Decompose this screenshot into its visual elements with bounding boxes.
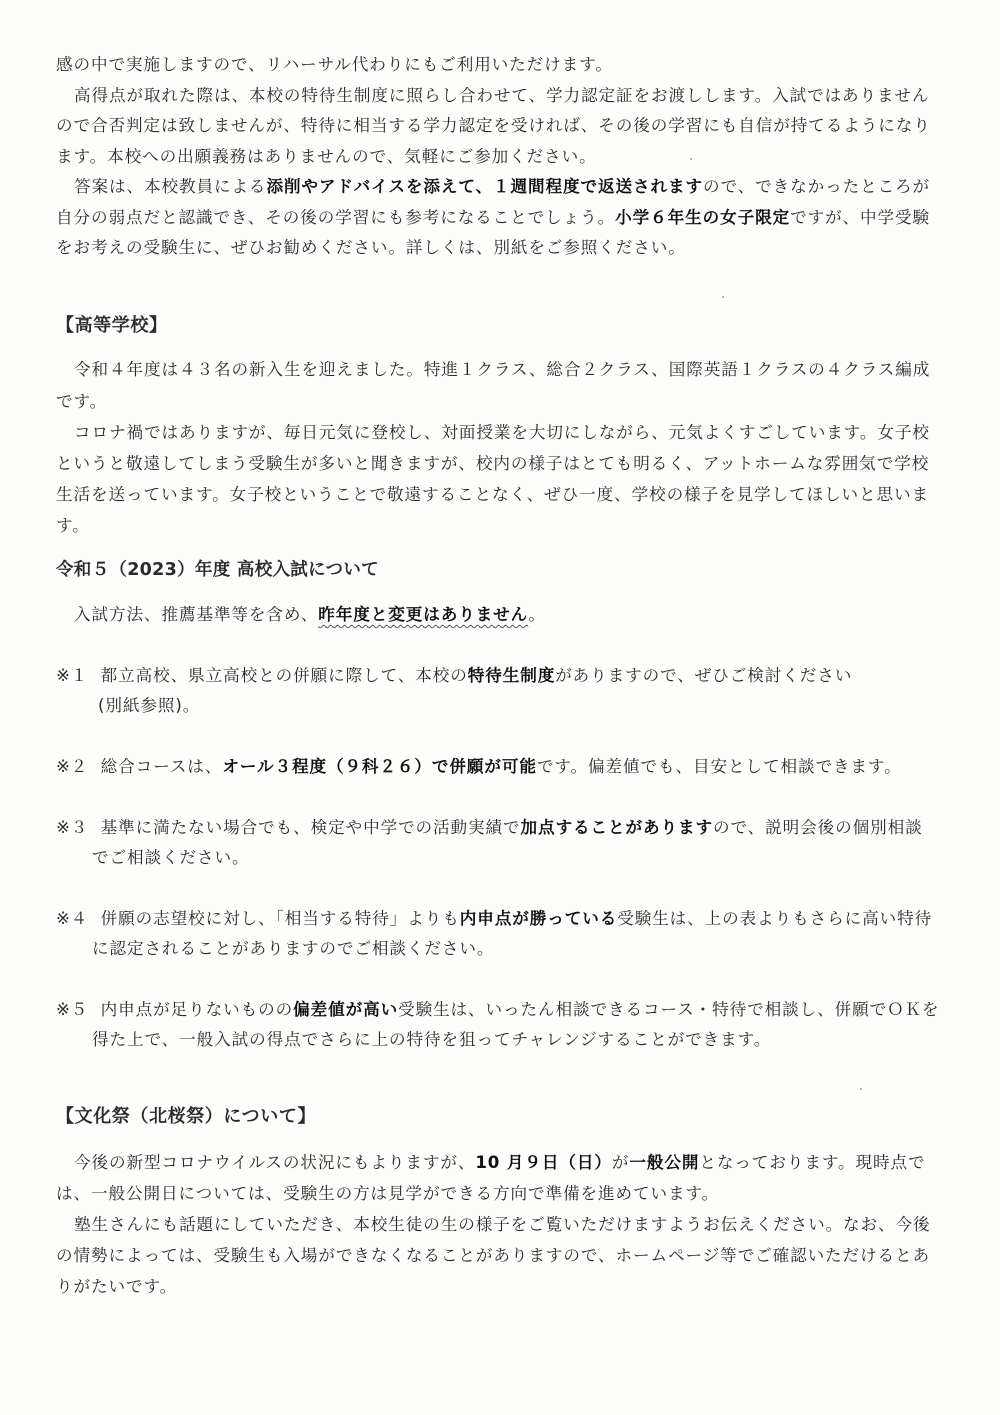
intro-line-5: 答案は、本校教員による添削やアドバイスを添えて、１週間程度で返送されますので、できなかったところが [74,177,931,196]
note-3-line-2: でご相談ください。 [92,848,250,867]
high-school-p2-line-3: 生活を送っています。女子校ということで敬遠することなく、ぜひ一度、学校の様子を見学してほしいと思いま [56,485,930,504]
note-mark: ※２ [56,757,89,776]
entrance-lead: 入試方法、推薦基準等を含め、昨年度と変更はありません。 [74,605,546,624]
note-mark: ※１ [56,666,89,685]
festival-line-4: の情勢によっては、受験生も入場ができなくなることがありますので、ホームページ等でご確認いただけるとあ [56,1246,931,1265]
note-1-line-2: (別紙参照)。 [98,696,201,715]
note-4-line-2: に認定されることがありますのでご相談ください。 [92,939,495,958]
festival-line-2: は、一般公開日については、受験生の方は見学ができる方向で準備を進めています。 [56,1184,720,1203]
scan-speck [860,1088,862,1090]
festival-line-3: 塾生さんにも話題にしていただき、本校生徒の生の様子をご覧いただけますようお伝えください。なお、今後 [74,1215,931,1234]
intro-line-1: 感の中で実施しますので、リハーサル代わりにもご利用いただけます。 [56,55,613,74]
note-5-line-1: ※５ 内申点が足りないものの偏差値が高い受験生は、いったん相談できるコース・特待で相談し、併願でＯＫを [56,1000,940,1019]
note-1-line-1: ※１ 都立高校、県立高校との併願に際して、本校の特待生制度がありますので、ぜひご検討ください [56,666,853,685]
intro-line-6: 自分の弱点だと認識でき、その後の学習にも参考になることでしょう。小学６年生の女子限定ですが、中学受験 [56,208,931,227]
note-5-line-2: 得た上で、一般入試の得点でさらに上の特待を狙ってチャレンジすることができます。 [92,1030,772,1049]
festival-heading: 【文化祭（北桜祭）について】 [56,1106,317,1127]
high-school-p1-line-1: 令和４年度は４３名の新入生を迎えました。特進１クラス、総合２クラス、国際英語１クラスの４クラス編成 [74,360,931,379]
intro-line-4: ます。本校への出願義務はありませんので、気軽にご参加ください。 [56,147,597,166]
entrance-heading: 令和５（2023）年度 高校入試について [56,560,379,580]
high-school-p1-line-2: です。 [56,392,108,411]
high-school-p2-line-4: す。 [56,516,90,535]
high-school-heading: 【高等学校】 [56,315,168,336]
note-mark: ※３ [56,818,89,837]
note-mark: ※４ [56,909,89,928]
intro-line-3: ので合否判定は致しませんが、特待に相当する学力認定を受ければ、その後の学習にも自信が持てるようになり [56,116,931,135]
intro-line-2: 高得点が取れた際は、本校の特待生制度に照らし合わせて、学力認定証をお渡しします。入試ではありません [74,86,930,105]
note-mark: ※５ [56,1000,89,1019]
high-school-p2-line-1: コロナ禍ではありますが、毎日元気に登校し、対面授業を大切にしながら、元気よくすごしています。女子校 [74,423,930,442]
scan-speck [690,158,692,160]
scan-speck [722,296,724,298]
note-4-line-1: ※４ 併願の志望校に対し、「相当する特待」よりも内申点が勝っている受験生は、上の表よりもさらに高い特待 [56,909,933,928]
festival-line-1: 今後の新型コロナウイルスの状況にもよりますが、10 月９日（日）が一般公開となっております。現時点で [74,1153,926,1172]
note-3-line-1: ※３ 基準に満たない場合でも、検定や中学での活動実績で加点することがありますので、説明会後の個別相談 [56,818,923,837]
high-school-p2-line-2: というと敬遠してしまう受験生が多いと聞きますが、校内の様子はとても明るく、アットホームな雰囲気で学校 [56,454,930,473]
note-2-line-1: ※２ 総合コースは、オール３程度（９科２６）で併願が可能です。偏差値でも、目安として相談できます。 [56,757,902,776]
festival-line-5: りがたいです。 [56,1277,178,1296]
intro-line-7: をお考えの受験生に、ぜひお勧めください。詳しくは、別紙をご参照ください。 [56,238,686,257]
